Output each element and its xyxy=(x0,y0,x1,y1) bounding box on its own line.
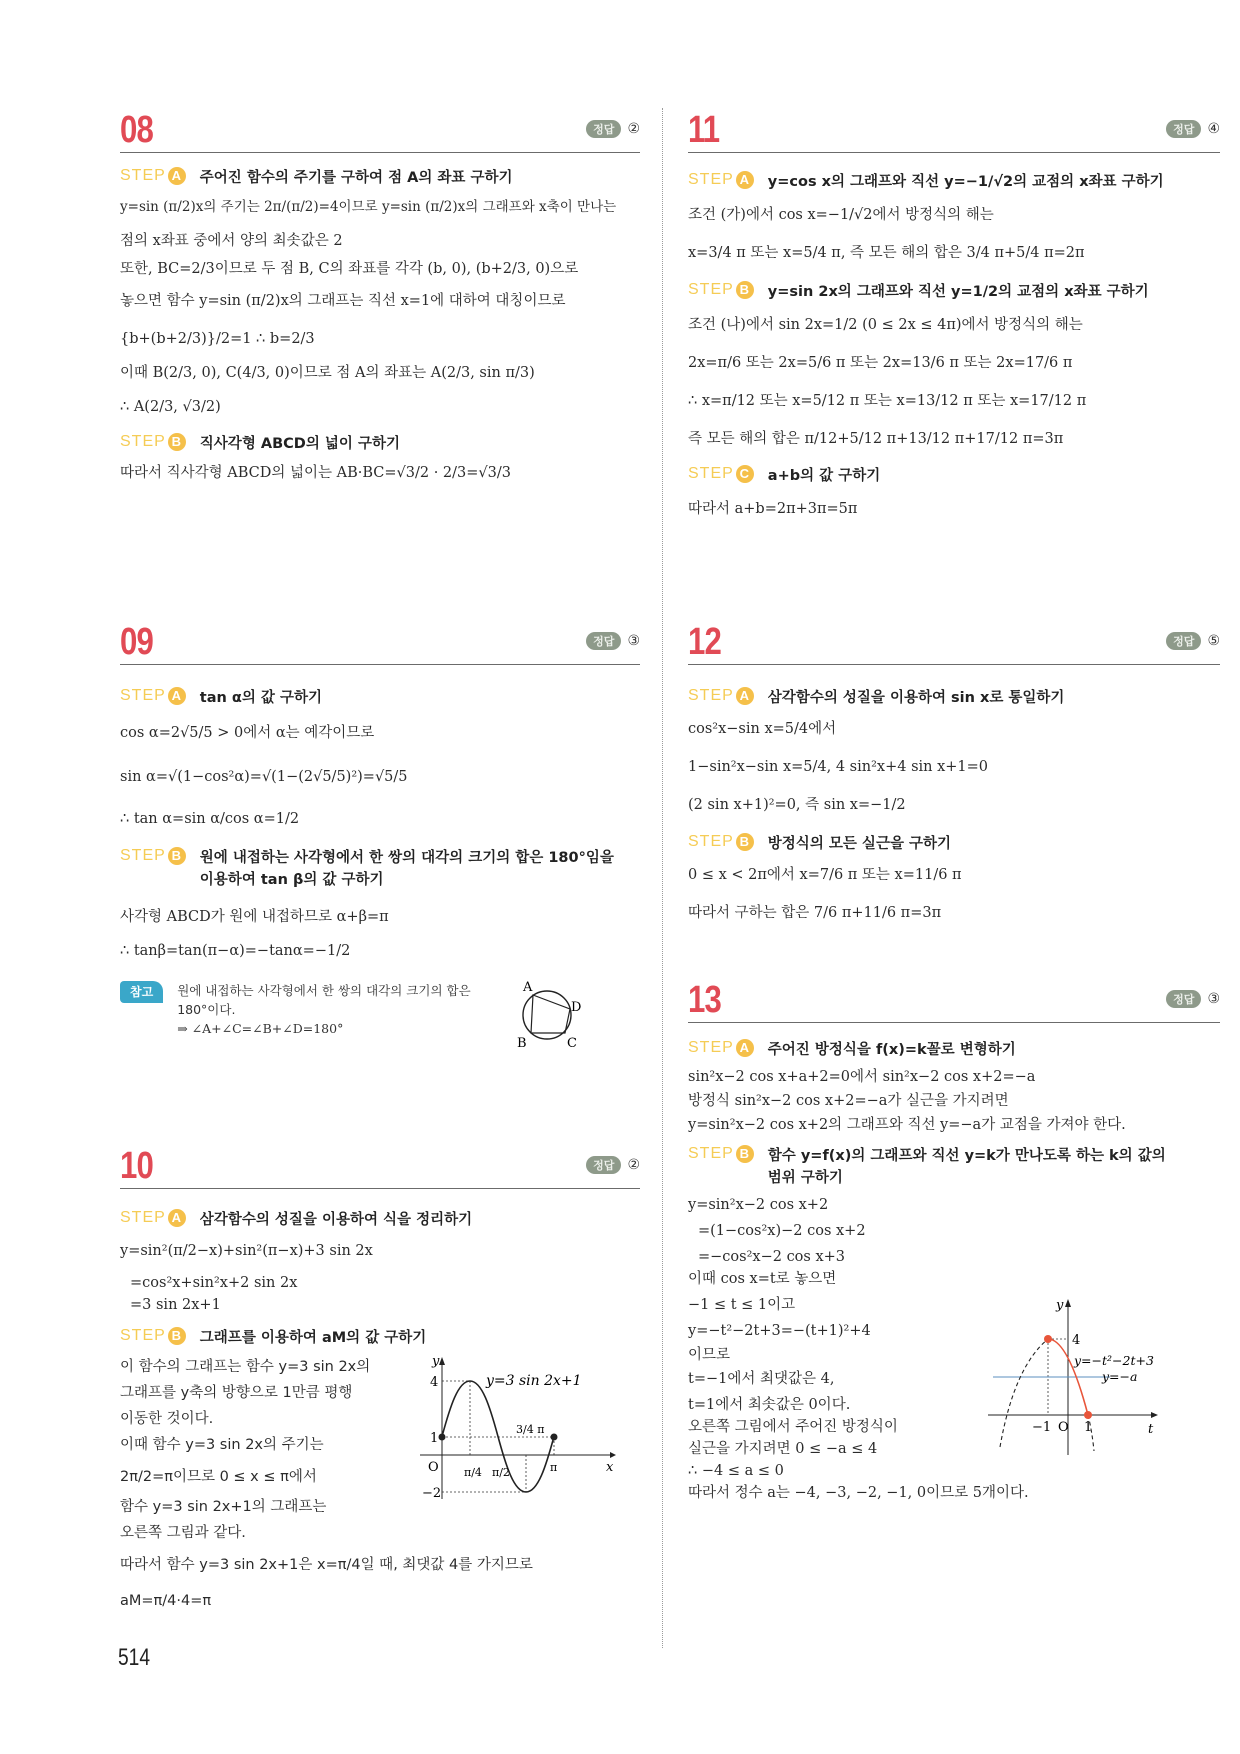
answer-value: ⑤ xyxy=(1207,633,1220,649)
svg-text:−2: −2 xyxy=(422,1486,442,1501)
problem-08 xyxy=(120,108,640,483)
svg-text:4: 4 xyxy=(1072,1333,1081,1348)
solution-line: 이때 함수 y=3 sin 2x의 주기는 xyxy=(120,1437,324,1453)
solution-line: 따라서 함수 y=3 sin 2x+1은 x=π/4일 때, 최댓값 4를 가지므로 xyxy=(120,1557,533,1573)
answer-value: ③ xyxy=(627,633,640,649)
solution-line: 오른쪽 그림과 같다. xyxy=(120,1525,246,1541)
answer-value: ④ xyxy=(1207,121,1220,137)
solution-line: 사각형 ABCD가 원에 내접하므로 α+β=π xyxy=(120,909,389,925)
solution-line: −1 ≤ t ≤ 1이고 xyxy=(688,1297,796,1313)
step-label: STEP A xyxy=(120,1209,186,1227)
step-letter-icon: B xyxy=(736,1145,754,1163)
step-b-body xyxy=(120,1354,640,1611)
inscribed-quadrilateral-figure xyxy=(507,973,587,1053)
step-b xyxy=(688,1145,1220,1189)
page-number: 514 xyxy=(118,1644,151,1671)
step-letter-icon: C xyxy=(736,465,754,483)
svg-text:D: D xyxy=(571,1000,582,1015)
step-label: STEP B xyxy=(120,433,186,451)
answer-badge: 정답 xyxy=(1166,120,1201,138)
solution-line: 오른쪽 그림에서 주어진 방정식이 xyxy=(688,1419,898,1435)
solution-line: 놓으면 함수 y=sin (π/2)x의 그래프는 직선 x=1에 대하여 대칭이므로 xyxy=(120,293,566,309)
solution-line: 함수 y=3 sin 2x+1의 그래프는 xyxy=(120,1499,327,1515)
svg-text:π/2: π/2 xyxy=(492,1466,510,1479)
step-a xyxy=(688,171,1220,193)
step-letter-icon: B xyxy=(736,833,754,851)
solution-line: t=1에서 최솟값은 0이다. xyxy=(688,1397,851,1413)
solution-line: 이때 B(2/3, 0), C(4/3, 0)이므로 점 A의 좌표는 A(2/3, sin π/3) xyxy=(120,365,535,381)
problem-header xyxy=(120,108,640,153)
step-label: STEP A xyxy=(120,687,186,705)
svg-text:B: B xyxy=(517,1036,527,1051)
solution-line: sin α=√(1−cos²α)=√(1−(2√5/5)²)=√5/5 xyxy=(120,769,408,785)
svg-text:π/4: π/4 xyxy=(464,1466,482,1479)
step-a xyxy=(120,687,640,709)
solution-line: ∴ A(2/3, √3/2) xyxy=(120,399,221,415)
step-b xyxy=(120,433,640,455)
solution-line: =3 sin 2x+1 xyxy=(130,1297,221,1313)
solution-line: 0 ≤ x < 2π에서 x=7/6 π 또는 x=11/6 π xyxy=(688,867,962,883)
step-letter-icon: A xyxy=(736,687,754,705)
step-b xyxy=(120,1327,640,1349)
solution-line: 따라서 구하는 합은 7/6 π+11/6 π=3π xyxy=(688,905,942,921)
solution-line: 또한, BC=2/3이므로 두 점 B, C의 좌표를 각각 (b, 0), (b+2/3, 0)으로 xyxy=(120,261,579,277)
step-label: STEP A xyxy=(688,171,754,189)
svg-text:y=3 sin 2x+1: y=3 sin 2x+1 xyxy=(486,1373,582,1389)
answer-value: ③ xyxy=(1207,991,1220,1007)
step-title: y=sin 2x의 그래프와 직선 y=1/2의 교점의 x좌표 구하기 xyxy=(767,284,1149,300)
problem-header xyxy=(120,620,640,665)
step-label: STEP B xyxy=(120,847,186,865)
step-a xyxy=(120,167,640,189)
solution-line: 이므로 xyxy=(688,1347,731,1363)
problem-13 xyxy=(688,978,1220,1503)
solution-line: aM=π/4·4=π xyxy=(120,1593,212,1609)
answer-badge: 정답 xyxy=(1166,632,1201,650)
svg-text:y: y xyxy=(432,1354,440,1369)
step-title: 삼각함수의 성질을 이용하여 식을 정리하기 xyxy=(199,1212,473,1228)
answer xyxy=(586,120,640,138)
solution-line: cos²x−sin x=5/4에서 xyxy=(688,721,837,737)
step-letter-icon: B xyxy=(168,1327,186,1345)
column-divider xyxy=(662,108,663,1648)
problem-09 xyxy=(120,620,640,1053)
solution-line: 2π/2=π이므로 0 ≤ x ≤ π에서 xyxy=(120,1469,317,1485)
solution-line: ∴ −4 ≤ a ≤ 0 xyxy=(688,1463,784,1479)
step-title: 직사각형 ABCD의 넓이 구하기 xyxy=(199,436,400,452)
svg-text:3/4 π: 3/4 π xyxy=(516,1423,545,1436)
solution-line: 그래프를 y축의 방향으로 1만큼 평행 xyxy=(120,1385,353,1401)
problem-10 xyxy=(120,1144,640,1611)
step-label: STEP B xyxy=(688,281,754,299)
problem-number: 08 xyxy=(120,109,154,151)
solution-line: 2x=π/6 또는 2x=5/6 π 또는 2x=13/6 π 또는 2x=17/6 π xyxy=(688,355,1073,371)
problem-12 xyxy=(688,620,1220,923)
step-label: STEP B xyxy=(120,1327,186,1345)
solution-line: y=sin (π/2)x의 주기는 2π/(π/2)=4이므로 y=sin (π/2)x의 그래프와 x축이 만나는 xyxy=(120,199,617,215)
solution-line: 이동한 것이다. xyxy=(120,1411,214,1427)
solution-line: 따라서 직사각형 ABCD의 넓이는 AB·BC=√3/2 · 2/3=√3/3 xyxy=(120,465,511,481)
solution-line: 점의 x좌표 중에서 양의 최솟값은 2 xyxy=(120,233,343,249)
step-title: 삼각함수의 성질을 이용하여 sin x로 통일하기 xyxy=(767,690,1065,706)
reference-note xyxy=(120,981,640,1053)
step-letter-icon: B xyxy=(168,847,186,865)
answer xyxy=(1166,632,1220,650)
parabola-graph xyxy=(988,1295,1188,1455)
svg-text:y: y xyxy=(1056,1298,1064,1313)
svg-text:x: x xyxy=(606,1460,614,1475)
svg-text:t: t xyxy=(1148,1422,1154,1437)
solution-line: (2 sin x+1)²=0, 즉 sin x=−1/2 xyxy=(688,797,906,813)
solution-line: =−cos²x−2 cos x+3 xyxy=(698,1249,846,1265)
step-a xyxy=(688,687,1220,709)
problem-header xyxy=(688,108,1220,153)
sine-graph xyxy=(410,1351,620,1501)
answer-value: ② xyxy=(627,1157,640,1173)
solution-line: 따라서 정수 a는 −4, −3, −2, −1, 0이므로 5개이다. xyxy=(688,1485,1029,1501)
step-title: 원에 내접하는 사각형에서 한 쌍의 대각의 크기의 합은 180°임을 이용하여 tan β의 값 구하기 xyxy=(199,850,614,888)
step-title: 함수 y=f(x)의 그래프와 직선 y=k가 만나도록 하는 k의 값의 범위 구하기 xyxy=(767,1148,1166,1186)
solution-line: y=−t²−2t+3=−(t+1)²+4 xyxy=(688,1323,871,1339)
solution-line: 이 함수의 그래프는 함수 y=3 sin 2x의 xyxy=(120,1359,371,1375)
answer xyxy=(1166,990,1220,1008)
solution-line: =(1−cos²x)−2 cos x+2 xyxy=(698,1223,866,1239)
solution-line: sin²x−2 cos x+a+2=0에서 sin²x−2 cos x+2=−a xyxy=(688,1069,1036,1085)
svg-text:4: 4 xyxy=(430,1375,439,1390)
problem-number: 13 xyxy=(688,979,722,1021)
answer-badge: 정답 xyxy=(586,632,621,650)
solution-line: ∴ x=π/12 또는 x=5/12 π 또는 x=13/12 π 또는 x=17/12 π xyxy=(688,393,1087,409)
svg-text:O: O xyxy=(1058,1420,1069,1435)
step-label: STEP C xyxy=(688,465,754,483)
solution-line: 조건 (가)에서 cos x=−1/√2에서 방정식의 해는 xyxy=(688,207,994,223)
svg-text:A: A xyxy=(523,980,533,995)
solution-line: t=−1에서 최댓값은 4, xyxy=(688,1371,835,1387)
svg-text:π: π xyxy=(550,1461,558,1474)
problem-number: 12 xyxy=(688,621,722,663)
svg-text:O: O xyxy=(428,1460,439,1475)
step-letter-icon: A xyxy=(168,687,186,705)
solution-line: 즉 모든 해의 합은 π/12+5/12 π+13/12 π+17/12 π=3π xyxy=(688,431,1064,447)
solution-line: 1−sin²x−sin x=5/4, 4 sin²x+4 sin x+1=0 xyxy=(688,759,989,775)
solution-line: {b+(b+2/3)}/2=1 ∴ b=2/3 xyxy=(120,331,315,347)
solution-line: =cos²x+sin²x+2 sin 2x xyxy=(130,1275,298,1291)
answer-value: ② xyxy=(627,121,640,137)
svg-text:y=−t²−2t+3: y=−t²−2t+3 xyxy=(1074,1353,1154,1368)
problem-header xyxy=(688,620,1220,665)
step-letter-icon: B xyxy=(168,433,186,451)
solution-line: ∴ tan α=sin α/cos α=1/2 xyxy=(120,811,300,827)
problem-number: 10 xyxy=(120,1145,154,1187)
solution-line: x=3/4 π 또는 x=5/4 π, 즉 모든 해의 합은 3/4 π+5/4 π=2π xyxy=(688,245,1085,261)
problem-number: 11 xyxy=(688,109,720,151)
step-label: STEP B xyxy=(688,833,754,851)
solution-line: 따라서 a+b=2π+3π=5π xyxy=(688,501,858,517)
answer-badge: 정답 xyxy=(586,120,621,138)
step-title: 주어진 함수의 주기를 구하여 점 A의 좌표 구하기 xyxy=(199,170,513,186)
solution-line: 이때 cos x=t로 놓으면 xyxy=(688,1271,837,1287)
solution-line: 조건 (나)에서 sin 2x=1/2 (0 ≤ 2x ≤ 4π)에서 방정식의 해는 xyxy=(688,317,1083,333)
note-badge: 참고 xyxy=(120,981,163,1003)
step-letter-icon: A xyxy=(736,1039,754,1057)
solution-line: y=sin²(π/2−x)+sin²(π−x)+3 sin 2x xyxy=(120,1243,373,1259)
solution-line: y=sin²x−2 cos x+2의 그래프와 직선 y=−a가 교점을 가져야 한다. xyxy=(688,1117,1126,1133)
svg-text:1: 1 xyxy=(1084,1420,1093,1435)
problem-number: 09 xyxy=(120,621,154,663)
step-title: 주어진 방정식을 f(x)=k꼴로 변형하기 xyxy=(767,1042,1016,1058)
svg-text:y=−a: y=−a xyxy=(1102,1369,1138,1384)
step-c xyxy=(688,465,1220,487)
step-letter-icon: A xyxy=(168,167,186,185)
note-text: 원에 내접하는 사각형에서 한 쌍의 대각의 크기의 합은 180°이다. ⇒ ∠A+∠C=∠B+∠D=180° xyxy=(177,983,471,1036)
step-b-body xyxy=(688,1195,1220,1503)
step-title: a+b의 값 구하기 xyxy=(767,468,881,484)
step-title: tan α의 값 구하기 xyxy=(199,690,322,706)
step-letter-icon: A xyxy=(736,171,754,189)
solution-line: cos α=2√5/5 > 0에서 α는 예각이므로 xyxy=(120,725,375,741)
solution-line: y=sin²x−2 cos x+2 xyxy=(688,1197,829,1213)
solution-line: 방정식 sin²x−2 cos x+2=−a가 실근을 가지려면 xyxy=(688,1093,1009,1109)
step-b xyxy=(688,281,1220,303)
problem-header xyxy=(120,1144,640,1189)
answer-badge: 정답 xyxy=(1166,990,1201,1008)
problem-header xyxy=(688,978,1220,1023)
answer-badge: 정답 xyxy=(586,1156,621,1174)
step-b xyxy=(120,847,640,891)
solution-line: 실근을 가지려면 0 ≤ −a ≤ 4 xyxy=(688,1441,878,1457)
step-a xyxy=(688,1039,1220,1061)
step-a xyxy=(120,1209,640,1231)
step-label: STEP A xyxy=(688,687,754,705)
step-label: STEP B xyxy=(688,1145,754,1163)
step-letter-icon: B xyxy=(736,281,754,299)
svg-text:C: C xyxy=(567,1036,578,1051)
step-title: 방정식의 모든 실근을 구하기 xyxy=(767,836,952,852)
step-title: 그래프를 이용하여 aM의 값 구하기 xyxy=(199,1330,427,1346)
step-letter-icon: A xyxy=(168,1209,186,1227)
answer xyxy=(586,1156,640,1174)
solution-line: ∴ tanβ=tan(π−α)=−tanα=−1/2 xyxy=(120,943,351,959)
svg-text:1: 1 xyxy=(430,1431,439,1446)
step-title: y=cos x의 그래프와 직선 y=−1/√2의 교점의 x좌표 구하기 xyxy=(767,174,1164,190)
step-label: STEP A xyxy=(120,167,186,185)
step-b xyxy=(688,833,1220,855)
answer xyxy=(1166,120,1220,138)
problem-11 xyxy=(688,108,1220,519)
answer xyxy=(586,632,640,650)
svg-text:−1: −1 xyxy=(1032,1420,1052,1435)
step-label: STEP A xyxy=(688,1039,754,1057)
